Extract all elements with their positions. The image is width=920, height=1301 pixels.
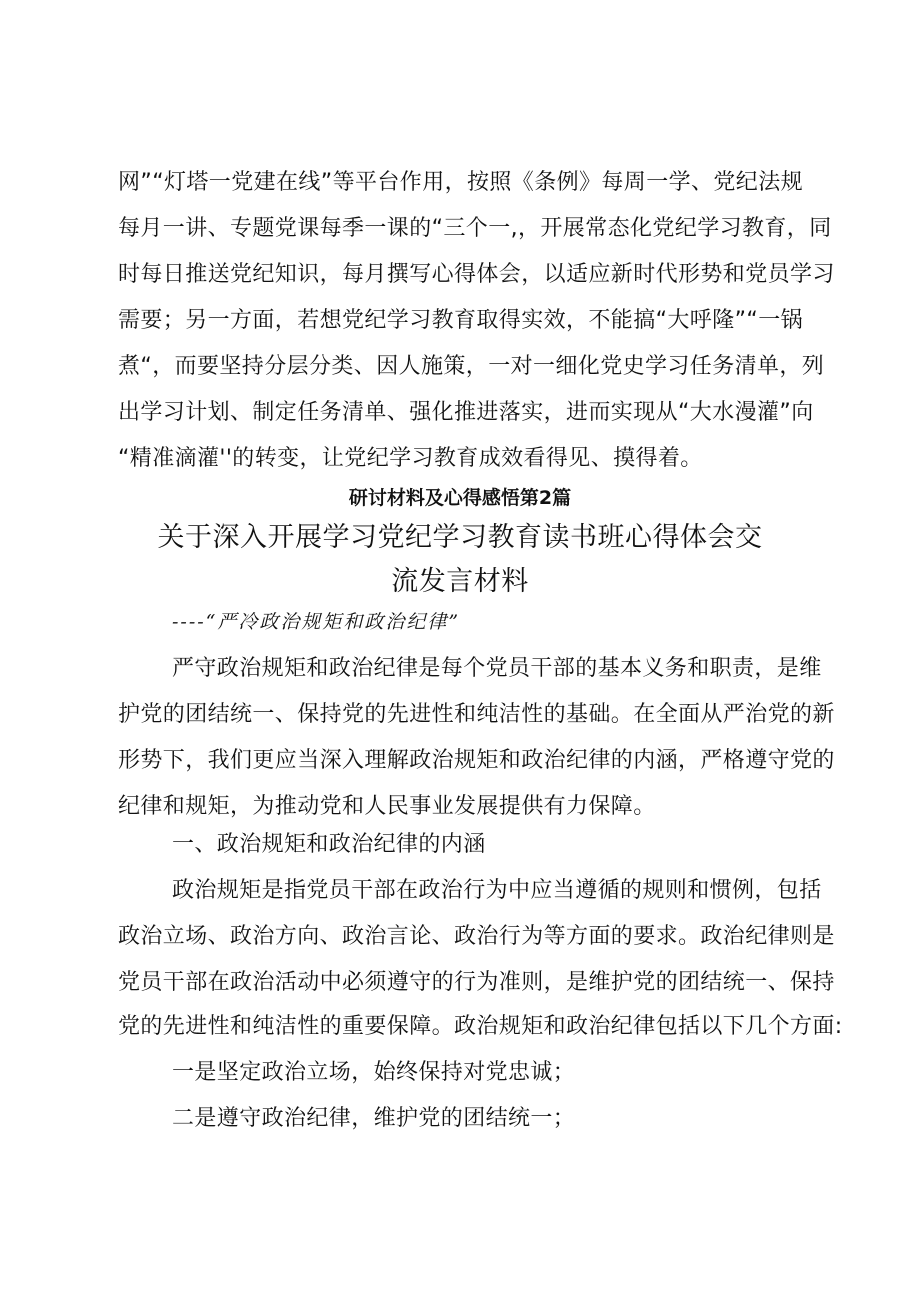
definition-line-2: 政治立场、政治方向、政治言论、政治行为等方面的要求。政治纪律则是	[118, 924, 835, 949]
heading-one: 一、政治规矩和政治纪律的内涵	[172, 832, 486, 857]
continuation-line-2: 每月一讲、专题党课每季一课的“三个一,，开展常态化党纪学习教育，同	[118, 216, 832, 241]
article-subtitle: ----“严冷政治规矩和政治纪律”	[172, 611, 461, 633]
definition-line-1: 政治规矩是指党员干部在政治行为中应当遵循的规则和惯例，包括	[172, 878, 822, 903]
article-title-line-1: 关于深入开展学习党纪学习教育读书班心得体会交	[157, 522, 763, 553]
section-heading: 研讨材料及心得感悟第2篇	[348, 487, 572, 509]
continuation-line-6: 出学习计划、制定任务清单、强化推进落实，进而实现从“大水漫灌”向	[118, 400, 814, 425]
definition-line-3: 党员干部在政治活动中必须遵守的行为准则，是维护党的团结统一、保持	[118, 970, 835, 995]
continuation-line-1: 网”“灯塔一党建在线”等平台作用，按照《条例》每周一学、党纪法规	[118, 170, 803, 195]
definition-line-4: 党的先进性和纯洁性的重要保障。政治规矩和政治纪律包括以下几个方面:	[118, 1014, 843, 1039]
intro-line-4: 纪律和规矩，为推动党和人民事业发展提供有力保障。	[118, 794, 656, 819]
point-two: 二是遵守政治纪律，维护党的团结统一；	[172, 1106, 576, 1131]
continuation-line-5: 煮“，而要坚持分层分类、因人施策，一对一细化党史学习任务清单，列	[118, 354, 825, 379]
article-title-line-2: 流发言材料	[391, 566, 529, 597]
continuation-line-7: “精准滴灌''的转变，让党纪学习教育成效看得见、摸得着。	[118, 446, 703, 471]
intro-line-1: 严守政治规矩和政治纪律是每个党员干部的基本义务和职责，是维	[172, 656, 822, 681]
continuation-line-3: 时每日推送党纪知识，每月撰写心得体会，以适应新时代形势和党员学习	[118, 262, 835, 287]
intro-line-3: 形势下，我们更应当深入理解政治规矩和政治纪律的内涵，严格遵守党的	[118, 748, 835, 773]
continuation-line-4: 需要；另一方面，若想党纪学习教育取得实效，不能搞“大呼隆”“一锅	[118, 308, 803, 333]
intro-line-2: 护党的团结统一、保持党的先进性和纯洁性的基础。在全面从严治党的新	[118, 702, 835, 727]
point-one: 一是坚定政治立场，始终保持对党忠诚；	[172, 1060, 576, 1085]
